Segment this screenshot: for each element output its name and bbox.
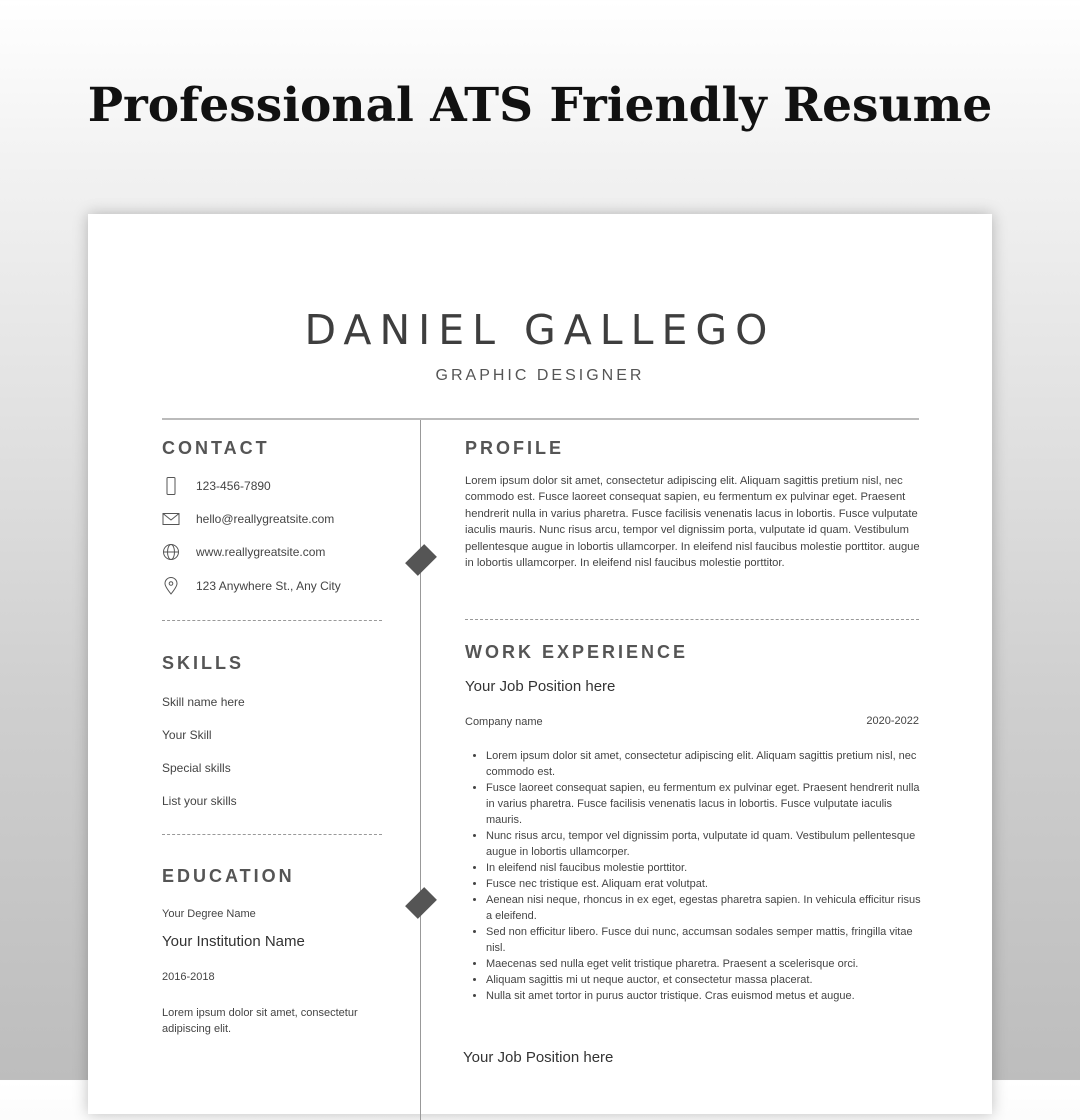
divider-diamond — [405, 887, 437, 919]
globe-icon — [162, 543, 180, 561]
header-divider — [162, 418, 919, 420]
email-text: hello@reallygreatsite.com — [196, 512, 335, 526]
institution-name: Your Institution Name — [162, 933, 305, 950]
education-heading: EDUCATION — [162, 866, 295, 886]
website-text: www.reallygreatsite.com — [196, 545, 326, 559]
education-description: Lorem ipsum dolor sit amet, consectetur adipiscing elit. — [162, 1007, 358, 1036]
profile-heading: PROFILE — [465, 438, 565, 458]
phone-icon — [162, 477, 180, 495]
list-item: • Fusce nec tristique est. Aliquam erat volutpat. — [486, 876, 926, 892]
phone-text: 123-456-7890 — [196, 479, 271, 493]
list-item: • Aliquam sagittis mi ut neque auctor, et consectetur massa placerat. — [486, 972, 926, 988]
skill-item: List your skills — [162, 794, 237, 808]
list-item: • Lorem ipsum dolor sit amet, consectetur adipiscing elit. Aliquam sagittis pretium nisl, nec commodo est. — [486, 748, 926, 780]
profile-text: Lorem ipsum dolor sit amet, consectetur adipiscing elit. Aliquam sagittis pretium nisl, nec commodo est. Fusce laoreet consequat sapien, eu fermentum ex pulvinar eget. Praesent hendrerit nulla in varius pharetra. Fusce facilisis venenatis lacus in lobortis. Fusce vulputate iaculis mauris. Nunc risus arcu, tempor vel dignissim porta, vulputate id quam. Vestibulum pellentesque augue in lobortis ullamcorper. In eleifend nisl faucibus molestie porttitor. augue in lobortis ullamcorper. In eleifend nisl faucibus molestie porttitor. — [465, 475, 920, 570]
job-bullet-list — [466, 748, 926, 1004]
address-text: 123 Anywhere St., Any City — [196, 579, 341, 593]
resume-name: DANIEL GALLEGO — [304, 306, 776, 354]
list-item: • Aenean nisi neque, rhoncus in ex eget, egestas pharetra sapien. In vehicula efficitur risus a eleifend. — [486, 892, 926, 924]
divider-diamond — [405, 544, 437, 576]
skills-divider — [162, 834, 382, 835]
banner-title: Professional ATS Friendly Resume — [87, 78, 993, 133]
list-item: • Maecenas sed nulla eget velit tristique pharetra. Praesent a scelerisque orci. — [486, 956, 926, 972]
list-item: • Sed non efficitur libero. Fusce dui nunc, accumsan sodales semper mattis, fringilla vitae nisl. — [486, 924, 926, 956]
list-item: • Nunc risus arcu, tempor vel dignissim porta, vulputate id quam. Vestibulum pellentesque augue in lobortis ullamcorper. — [486, 828, 926, 860]
contact-divider — [162, 620, 382, 621]
job-position: Your Job Position here — [463, 1049, 614, 1066]
skill-item: Your Skill — [162, 728, 212, 742]
skills-heading: SKILLS — [162, 653, 245, 673]
skill-item: Special skills — [162, 761, 231, 775]
list-item: • Nulla sit amet tortor in purus auctor tristique. Cras euismod metus et augue. — [486, 988, 926, 1004]
resume-job-title: GRAPHIC DESIGNER — [435, 367, 645, 384]
envelope-icon — [162, 510, 180, 528]
company-name: Company name — [465, 716, 543, 728]
job-years: 2020-2022 — [866, 715, 919, 727]
profile-divider — [465, 619, 919, 620]
work-heading: WORK EXPERIENCE — [465, 642, 689, 662]
list-item: • In eleifend nisl faucibus molestie porttitor. — [486, 860, 926, 876]
education-years: 2016-2018 — [162, 971, 215, 983]
contact-heading: CONTACT — [162, 438, 270, 458]
location-pin-icon — [162, 577, 180, 595]
list-item: • Fusce laoreet consequat sapien, eu fermentum ex pulvinar eget. Praesent hendrerit nulla in varius pharetra. Fusce facilisis venenatis lacus in lobortis. Fusce vulputate iaculis mauris. — [486, 780, 926, 828]
skill-item: Skill name here — [162, 695, 245, 709]
job-position: Your Job Position here — [465, 678, 616, 695]
column-divider — [420, 420, 421, 1120]
resume-page — [88, 214, 992, 1114]
degree-name: Your Degree Name — [162, 908, 256, 920]
